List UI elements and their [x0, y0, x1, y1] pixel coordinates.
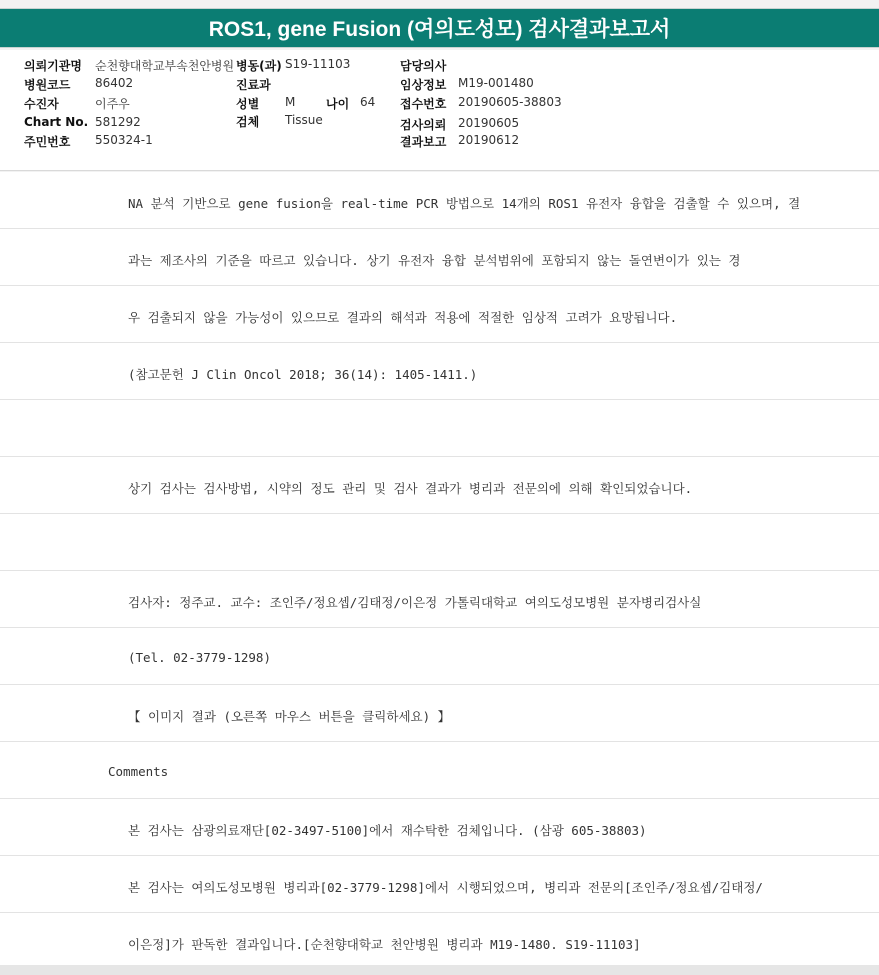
comments-heading: Comments: [108, 764, 169, 779]
patient-value: 이주우: [95, 97, 130, 111]
result-line: [0, 172, 879, 229]
dept-label: 진료과: [236, 78, 271, 92]
ward-label: 병동(과): [236, 59, 282, 73]
phone-text: (Tel. 02-3779-1298): [128, 650, 271, 665]
comment-text: 본 검사는 여의도성모병원 병리과[02-3779-1298]에서 시행되었으며, 병리과 전문의[조인주/정요셉/김태정/: [128, 880, 763, 895]
receipt-label: 접수번호: [400, 97, 447, 111]
ward-value: S19-11103: [285, 57, 351, 71]
clinical-label: 임상정보: [400, 78, 447, 92]
reference-text: (참고문헌 J Clin Oncol 2018; 36(14): 1405-1411.): [128, 367, 478, 382]
age-value: 64: [360, 95, 376, 109]
sex-value: M: [285, 95, 296, 109]
result-line[interactable]: [0, 685, 879, 742]
report-date-value: 20190612: [458, 133, 520, 147]
result-line: [0, 913, 879, 970]
receipt-value: 20190605-38803: [458, 95, 562, 109]
age-label: 나이: [326, 97, 350, 111]
resident-id-label: 주민번호: [24, 135, 71, 149]
result-line: [0, 799, 879, 856]
bottom-edge: [0, 965, 879, 975]
code-label: 병원코드: [24, 78, 71, 92]
hospital-label: 의뢰기관명: [24, 59, 82, 73]
report-title: ROS1, gene Fusion (여의도성모) 검사결과보고서: [0, 8, 879, 48]
report-date-label: 결과보고: [400, 135, 447, 149]
result-line: [0, 343, 879, 400]
result-line-text: 과는 제조사의 기준을 따르고 있습니다. 상기 유전자 융합 분석범위에 포함되지 않는 돌연변이가 있는 경: [128, 253, 741, 268]
result-line-text: 우 검출되지 않을 가능성이 있으므로 결과의 해석과 적용에 적절한 임상적 고려가 요망됩니다.: [128, 310, 678, 325]
clinical-value: M19-001480: [458, 76, 534, 90]
patient-info-panel: [0, 50, 879, 171]
request-value: 20190605: [458, 116, 520, 130]
result-line: [0, 286, 879, 343]
image-result-link[interactable]: 【 이미지 결과 (오른쪽 마우스 버튼을 클릭하세요) 】: [128, 709, 451, 724]
comment-text: 이은정]가 판독한 결과입니다.[순천향대학교 천안병원 병리과 M19-1480. S19-11103]: [128, 937, 641, 952]
code-value: 86402: [95, 76, 134, 90]
request-label: 검사의뢰: [400, 118, 447, 132]
result-line: [0, 229, 879, 286]
specimen-value: Tissue: [285, 113, 323, 127]
sex-label: 성별: [236, 97, 260, 111]
result-line-text: NA 분석 기반으로 gene fusion을 real-time PCR 방법으로 14개의 ROS1 유전자 융합을 검출할 수 있으며, 결: [128, 196, 801, 211]
chart-no-value: 581292: [95, 115, 141, 129]
doctor-label: 담당의사: [400, 59, 447, 73]
result-line: [0, 742, 879, 799]
examiner-text: 검사자: 정주교. 교수: 조인주/정요셉/김태정/이은정 가톨릭대학교 여의도성모병원 분자병리검사실: [128, 595, 702, 610]
specimen-label: 검체: [236, 115, 260, 129]
resident-id-value: 550324-1: [95, 133, 153, 147]
result-line-empty: [0, 400, 879, 457]
result-line: [0, 457, 879, 514]
result-line-empty: [0, 514, 879, 571]
patient-label: 수진자: [24, 97, 59, 111]
result-line: [0, 571, 879, 628]
chart-no-label: Chart No.: [24, 115, 89, 129]
comment-text: 본 검사는 삼광의료재단[02-3497-5100]에서 재수탁한 검체입니다. (삼광 605-38803): [128, 823, 647, 838]
result-line: [0, 628, 879, 685]
verification-text: 상기 검사는 검사방법, 시약의 정도 관리 및 검사 결과가 병리과 전문의에 의해 확인되었습니다.: [128, 481, 693, 496]
hospital-value: 순천향대학교부속천안병원: [95, 59, 235, 73]
result-line: [0, 856, 879, 913]
result-text-area: [0, 172, 879, 965]
